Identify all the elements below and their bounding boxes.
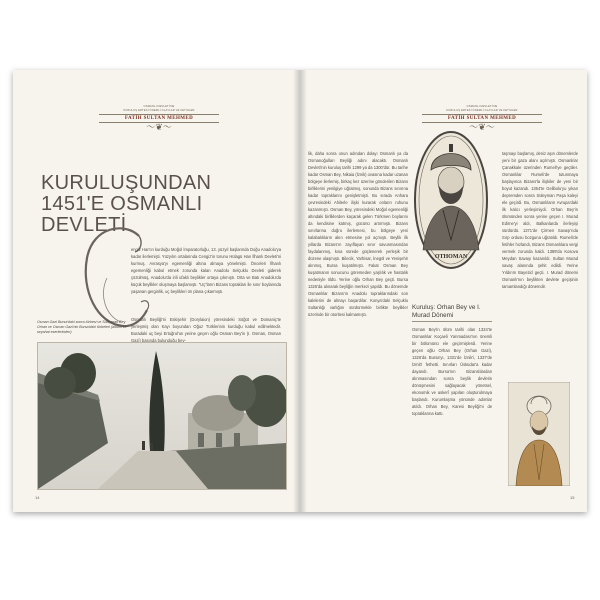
text-column-2: Osman Bey'in ölüm tarihi olan 1324'te Osmanlılar Koçaeli Yarımadası'nın önemli bir bölümünü ele geçirmişlerdi. Yerine geçen oğlu Orhan Bey (Orhan Gazi), 1326'da Bursa'yı, 1331'de İznik'i, 1337'de İzmit'i fethetti. Sınırları Üsküdar'a kadar dayandı. Bursa'nın Bizanslılardan alınmasından sonra beylik devletin dönüşmesini sağlayacak yönetsel, ekonomik ve askerî yapıları oluşturulmaya başlandı. Kurumlaşma yönünde adımlar atıldı. Orhan Bey, Karesi Beyliği'ni de topraklarına kattı.: [412, 327, 492, 416]
running-header: [99, 105, 219, 133]
left-page: [13, 70, 300, 512]
portrait-label: OTHOMAN: [434, 254, 468, 260]
archival-photo: [37, 342, 287, 490]
page-number-left: 14: [35, 495, 40, 500]
sultan-portrait-miniature: [508, 382, 570, 486]
book-gutter: [293, 70, 307, 512]
header-rule-right: [422, 114, 542, 115]
ornament-icon: 〜❦〜: [146, 123, 172, 133]
intro-paragraph-2: Osmanlı Beyliği'ni Eskişehir (Dorylaion) yöresindeki Söğüt ve Domaniç'te yerleşmiş olan Kayı boyundan Oğuz Türklerinin kurduğu kabul edilmektedir. Buradaki uç beyi Ertuğrul'un yerine geçen oğlu Osman Bey'in (I. Osman, Osman Gazi) başında bulunduğu bey-: [131, 317, 281, 343]
right-page: [300, 70, 587, 512]
osman-portrait-engraving: [413, 130, 489, 272]
section-rule: [412, 321, 492, 322]
chapter-title-line1: KURULUŞUNDAN: [41, 172, 212, 194]
header-rule: [99, 114, 219, 115]
header-line2: KURULUŞ ERTESİ ÖNEMLİ OLAYLAR VE FETİHLER: [123, 109, 195, 112]
ornament-icon-right: 〜❦〜: [469, 123, 495, 133]
text-column-3: taşmayı başlamış, deniz aşırı dönemlerde yeni bir gaza alanı açılmıştı. Osmanlılar Çanakkale üzerinden Rumeli'ye geçtiler. Osmanlılar Rumeli'de tutunmaya başlayınca Bizans'la ilişkiler de yeni bir boyut kazandı. 1354'te Gelibolu'yu yıkan depremden sonra Süleyman Paşa kaleyi ele geçirdi. Bu, Osmanlıların Avrupa'daki ilk kalıcı yerleşimiydi. Orhan Bey'in ölümünden sonra yerine geçen I. Murad Edirne'yi aldı, Balkanlarda ilerleyişi sürdürdü. 1371'de Çirmen Savaşı'nda Sırp ordusu bozguna uğratıldı. Rumeli'de fetihler hızlandı, Bizans Osmanlılara vergi vermek zorunda kaldı. 1389'da Kosova Meydan Savaşı kazanıldı. Sultan Murad savaş alanında şehit edildi. Yerine Yıldırım Bayezid geçti. I. Murad dönemi Osmanlı'nın beylikten devlete geçişinin tamamlandığı dönemdir.: [502, 151, 578, 289]
header-line1-right: OSMANLI DEVLETİ'NE: [466, 105, 498, 108]
street-scene-image: [38, 343, 286, 489]
book-spread: [13, 70, 587, 512]
chapter-title-line2: 1451'E OSMANLI DEVLETİ: [41, 193, 203, 236]
header-title: FATİH SULTAN MEHMED: [124, 116, 194, 121]
header-line2-right: KURULUŞ ERTESİ ÖNEMLİ OLAYLAR VE FETİHLER: [446, 109, 518, 112]
text-column-1: lik, daha sonra onun adından dolayı Osmanlı ya da Osmanoğulları Beyliği adını alacaktı. Osmanlı Devleti'nin kuruluş tarihi 1299 ya da 1300'dür. Bu tarihe kadar Osman Bey, Nikaia (İznik) ovasına kadar uzanan bölgeye ilerlemiş, birkaç kez üzerine gönderilen Bizans birliklerini yenilgiye uğratmış, sonunda Bizans sınırına kadar topraklarını genişletmişti. Bu sırada Anhara çevresindeki Ahilerle ilişki kurarak onların ruhunu kazanmıştı. Osman Bey, yöresindeki Moğol egemenliği altındaki birliklerden kaçarak gelen Türkmen boylarını da kendisine katmış, gücünü artırmıştı. Bizans sınırlarına doğru ilerlemesi, bu bölgeye yeni kalabalıkların akın etmesine yol açmıştı. Beylik ilk yıllarda Bizans'ın zayıflayan sınır savunmasından faydalanmış, kısa sürede güçlenerek yerleşik bir düzene ulaşmıştı. Bilecik, Yarhisar, İnegöl ve Yenişehir alınmış, Bursa kuşatılmıştı. Fakat Osman Bey kuşatmanın sonucunu göremeden yaşlılık ve hastalık nedeniyle öldü. Yerine oğlu Orhan Bey geçti. Bursa 1326'da alınarak beyliğin merkezi yapıldı. Bu dönemde Osmanlılar Bizans'ın Anadolu topraklarındaki son kalelerini de almayı başardılar. Konya'daki Selçuklu Sultanlığı varlığını sürdürmekle birlikte beylikler üzerinde bir otoritesi kalmamıştı.: [308, 151, 408, 317]
running-header-right: [422, 105, 542, 133]
header-line1: OSMANLI DEVLETİ'NE: [143, 105, 175, 108]
section-title: Kuruluş: Orhan Bey ve I. Murad Dönemi: [412, 304, 481, 319]
intro-paragraph: engiz Han'ın kurduğu Moğol İmparatorluğu, 13. yüzyıl başlarında Doğu Anadolu'ya kadar ilerlemişti. Yüzyılın ortalarında Cengiz'in torunu Hülagü Han İlhanlı Devleti'ni kurmuş, Avrasya'yı egemenliği altına almaya yönelmişti. Önceleri İlhanlı egemenliği kabul etmek zorunda kalan Anadolu Selçuklu Devleti giderek çözülmüş, Anadolu'da irili ufaklı beylikler ortaya çıkmıştı. Orta ve Batı Anadolu'da küçük beylikler oluşmaya başlamıştı. "Uç"ların Bizans toprakları ile sınır boylarında yaşanan gerginlik, uç beylikleri ön plana çıkarmıştı.: [131, 247, 281, 294]
photo-caption: Osman Gazi Bursa'daki sonra türbesi ve Süleyman Bey Orhan ve Osman Gazi'nin Bursa'daki türbeleri (albüm ve seyahat eserlerinden): [37, 320, 127, 334]
header-title-right: FATİH SULTAN MEHMED: [447, 116, 517, 121]
page-number-right: 15: [570, 495, 575, 500]
